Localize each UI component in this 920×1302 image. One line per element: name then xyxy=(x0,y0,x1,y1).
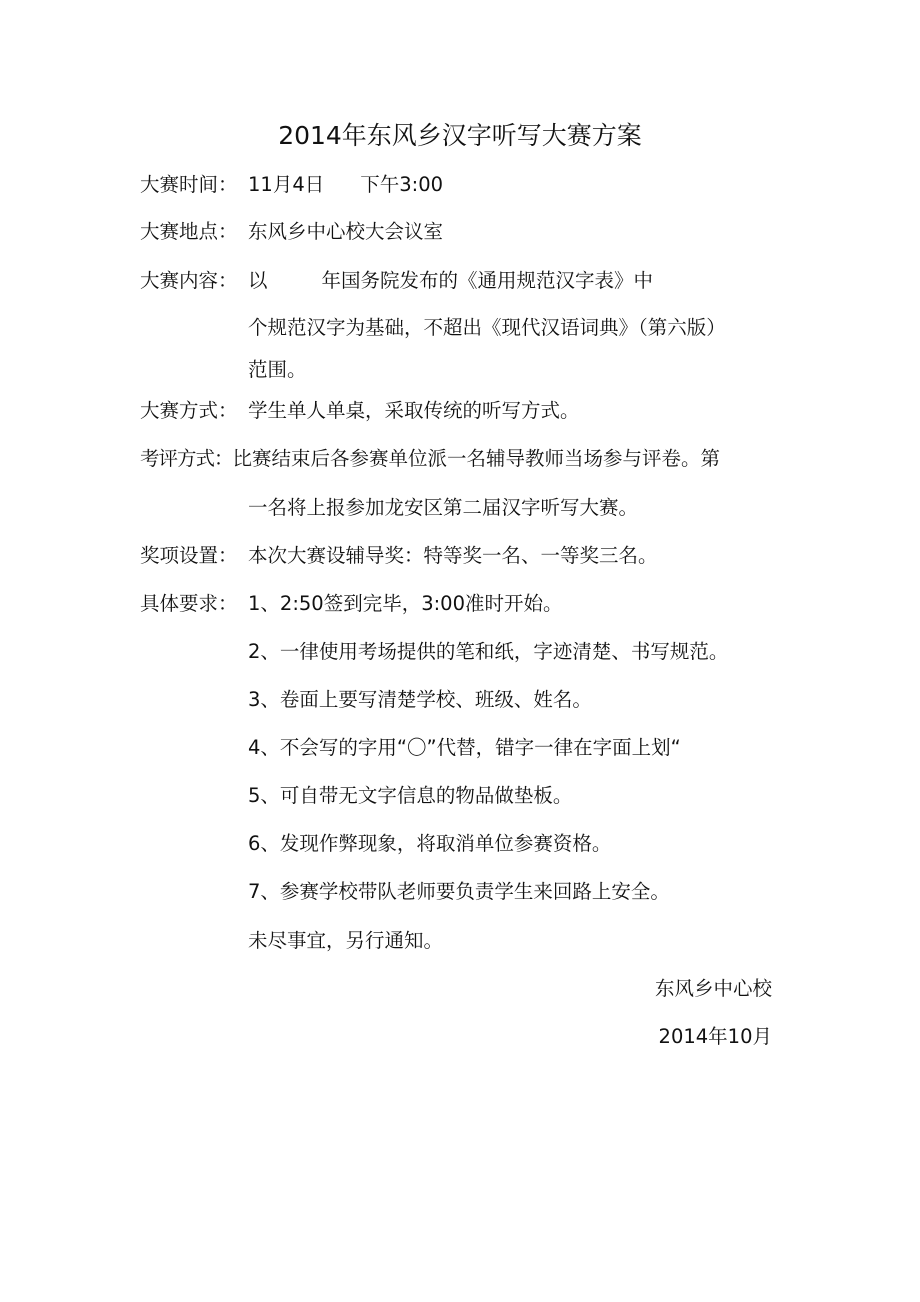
place-label: 大赛地点： xyxy=(140,220,238,243)
judging-row xyxy=(140,444,720,474)
time-date: 11月4日 xyxy=(248,173,325,196)
requirement-item: 4、不会写的字用“〇”代替，错字一律在字面上划“ xyxy=(248,736,681,759)
requirement-item: 6、发现作弊现象，将取消单位参赛资格。 xyxy=(248,832,612,855)
closing-note: 未尽事宜，另行通知。 xyxy=(248,929,444,952)
signature-date: 2014年10月 xyxy=(658,1025,772,1048)
time-label: 大赛时间： xyxy=(140,173,238,196)
requirements-label: 具体要求： xyxy=(140,592,238,615)
content-line-2: 个规范汉字为基础，不超出《现代汉语词典》（第六版） xyxy=(248,316,726,339)
requirement-item: 7、参赛学校带队老师要负责学生来回路上安全。 xyxy=(248,880,670,903)
time-value xyxy=(248,170,443,200)
judging-line-2: 一名将上报参加龙安区第二届汉字听写大赛。 xyxy=(248,496,639,519)
method-value: 学生单人单桌，采取传统的听写方式。 xyxy=(248,399,580,422)
awards-value: 本次大赛设辅导奖：特等奖一名、一等奖三名。 xyxy=(248,544,658,567)
content-label: 大赛内容： xyxy=(140,269,238,292)
requirement-item: 5、可自带无文字信息的物品做垫板。 xyxy=(248,784,573,807)
content-line-1-start: 以 xyxy=(248,269,268,292)
content-line-3: 范围。 xyxy=(248,358,307,381)
document-title: 2014年东风乡汉字听写大赛方案 xyxy=(278,121,642,150)
signature-org: 东风乡中心校 xyxy=(654,977,772,1000)
time-clock: 下午3:00 xyxy=(360,173,444,196)
method-label: 大赛方式： xyxy=(140,399,238,422)
requirement-item: 3、卷面上要写清楚学校、班级、姓名。 xyxy=(248,688,592,711)
place-value: 东风乡中心校大会议室 xyxy=(248,220,444,243)
content-line-1-end: 年国务院发布的《通用规范汉字表》中 xyxy=(321,269,654,292)
judging-label: 考评方式： xyxy=(140,447,233,470)
content-line-1 xyxy=(248,266,653,296)
awards-label: 奖项设置： xyxy=(140,544,238,567)
requirement-item: 1、2:50签到完毕，3:00准时开始。 xyxy=(248,592,563,615)
judging-line-1: 比赛结束后各参赛单位派一名辅导教师当场参与评卷。第 xyxy=(232,447,721,470)
requirement-item: 2、一律使用考场提供的笔和纸，字迹清楚、书写规范。 xyxy=(248,640,729,663)
